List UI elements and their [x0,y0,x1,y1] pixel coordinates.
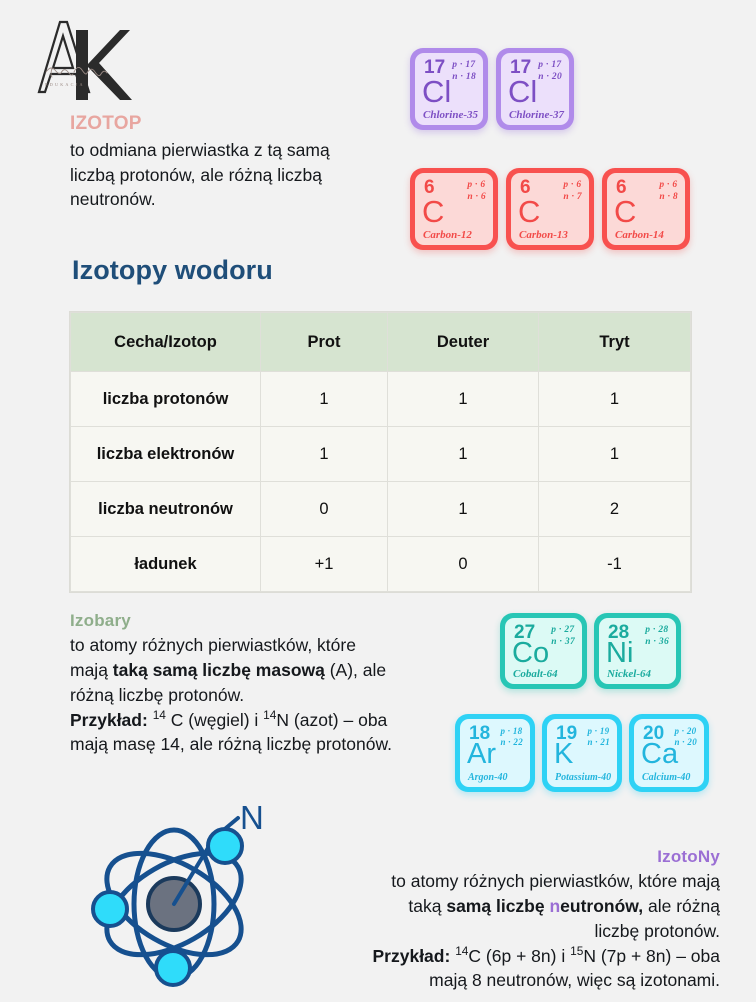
izobary-line-2c: (A), ale [324,659,387,680]
proton-count: p · 6 [467,180,486,190]
atomic-number: 6 [520,177,531,198]
element-card-carbon-12 [410,168,498,250]
mass-number-sup: 14 [152,707,166,722]
mass-number-sup: 14 [455,943,469,958]
cell-tryt: -1 [539,537,691,592]
neutron-count: n · 21 [587,737,610,748]
element-card-carbon-13 [506,168,594,250]
element-symbol: Cl [508,74,538,109]
izotony-line-2a: taką [408,895,447,916]
mass-number-sup: 15 [570,943,584,958]
izotony-line-5: mają 8 neutronów, więc są izotonami. [429,970,720,991]
izobary-line-1: to atomy różnych pierwiastków, które [70,635,356,656]
izotop-line-3: neutronów. [70,189,156,210]
atom-illustration [62,796,294,996]
izobary-line-3: różną liczbę protonów. [70,684,245,705]
izotony-line-2-bold-2: eutronów, [560,895,644,916]
cell-prot: +1 [261,537,388,592]
element-symbol: K [554,738,574,770]
neutron-count: n · 37 [551,636,575,647]
izotop-line-1: to odmiana pierwiastka z tą samą [70,139,330,160]
cell-deuter: 1 [388,427,539,482]
column-header-feature: Cecha/Izotop [71,313,261,372]
proton-count: p · 27 [551,625,575,635]
proton-count: p · 17 [538,60,562,70]
proton-count: p · 20 [674,726,697,736]
izotony-line-2-bold: samą liczbę [446,895,550,916]
cell-deuter: 0 [388,537,539,592]
neutron-count: n · 20 [538,71,562,82]
table-row [71,482,691,537]
column-header-deuter: Deuter [388,313,539,372]
proton-neutron-counts [659,180,678,204]
cell-tryt: 1 [539,427,691,482]
electron [208,829,242,863]
cell-prot: 1 [261,372,388,427]
element-symbol: Ca [641,738,679,770]
atomic-number: 17 [510,57,532,78]
izobary-definition-block [70,610,490,757]
neutron-count: n · 22 [500,737,523,748]
atomic-number: 20 [643,723,665,744]
izobary-line-2-bold: taką samą liczbę masową [112,659,325,680]
brand-logo [24,14,144,110]
neutron-count: n · 6 [467,191,486,202]
proton-neutron-counts [645,625,669,649]
proton-neutron-counts [500,726,523,749]
element-symbol: Co [512,637,550,669]
izotop-definition-block [70,112,390,212]
element-name: Carbon-12 [423,229,472,241]
proton-count: p · 17 [452,60,476,70]
element-card-cobalt-64 [500,613,587,689]
table-header-row [71,313,691,372]
cell-deuter: 1 [388,372,539,427]
atomic-number: 27 [514,622,536,643]
izotony-line-4b: N (7p + 8n) – oba [583,945,720,966]
element-name: Carbon-14 [615,229,664,241]
table-row [71,372,691,427]
izobary-line-2a: mają [70,659,113,680]
element-name: Chlorine-37 [509,109,565,121]
proton-count: p · 28 [645,625,669,635]
element-card-carbon-14 [602,168,690,250]
izotony-line-3: liczbę protonów. [594,920,720,941]
neutron-count: n · 8 [659,191,678,202]
column-header-tryt: Tryt [539,313,691,372]
atom-label: N [240,799,264,836]
proton-neutron-counts [452,60,476,84]
izobary-line-4a: C (węgiel) i [165,709,264,730]
carbon-card-row [410,168,690,250]
izobary-body [70,633,490,757]
element-symbol: C [614,194,637,229]
atomic-number: 28 [608,622,630,643]
cell-prot: 1 [261,427,388,482]
cell-tryt: 2 [539,482,691,537]
element-name: Calcium-40 [642,772,691,783]
proton-count: p · 19 [587,726,610,736]
atomic-number: 18 [469,723,491,744]
izotony-heading: IzotoNy [657,847,720,866]
izobary-example-label: Przykład: [70,709,148,730]
atomic-number: 6 [616,177,627,198]
proton-neutron-counts [467,180,486,204]
neutron-count: n · 18 [452,71,476,82]
izotony-example-label: Przykład: [372,945,451,966]
izotony-definition-block [268,846,720,993]
element-symbol: C [518,194,541,229]
cell-deuter: 1 [388,482,539,537]
proton-count: p · 6 [659,180,678,190]
izotony-line-2d: ale różną [643,895,720,916]
proton-count: p · 18 [500,726,523,736]
izotony-body [268,869,720,993]
element-card-chlorine-37 [496,48,574,130]
isotone-card-row [455,714,709,792]
element-card-chlorine-35 [410,48,488,130]
neutron-count: n · 36 [645,636,669,647]
element-symbol: Cl [422,74,452,109]
chlorine-card-row [410,48,574,130]
izotop-heading: IZOTOP [70,113,142,134]
electron [93,892,127,926]
element-symbol: Ar [467,738,496,770]
element-symbol: C [422,194,445,229]
cell-prot: 0 [261,482,388,537]
izotony-line-1: to atomy różnych pierwiastków, które mają [391,871,720,892]
atomic-number: 19 [556,723,578,744]
izotony-line-4a: C (6p + 8n) i [468,945,571,966]
element-card-argon-40 [455,714,535,792]
element-card-nickel-64 [594,613,681,689]
izobary-line-5: mają masę 14, ale różną liczbę protonów. [70,734,392,755]
proton-count: p · 6 [563,180,582,190]
proton-neutron-counts [563,180,582,204]
proton-neutron-counts [551,625,575,649]
atom-icon [62,796,294,996]
atomic-number: 6 [424,177,435,198]
element-name: Argon-40 [468,772,508,783]
table-row [71,537,691,592]
izobary-heading: Izobary [70,611,131,630]
row-label: liczba neutronów [71,482,261,537]
mass-number-sup: 14 [263,707,277,722]
izobary-line-4b: N (azot) – oba [276,709,388,730]
logo-monogram-icon [24,14,144,110]
row-label: liczba elektronów [71,427,261,482]
table-row [71,427,691,482]
element-name: Carbon-13 [519,229,568,241]
hydrogen-isotopes-table-wrap [70,312,690,592]
proton-neutron-counts [538,60,562,84]
hydrogen-isotopes-table [70,312,691,592]
page-title: Izotopy wodoru [72,255,273,285]
element-name: Nickel-64 [607,668,651,680]
element-name: Cobalt-64 [513,668,558,680]
electron [156,951,190,985]
izotop-body [70,138,390,213]
isobar-card-row [500,613,681,689]
element-symbol: Ni [606,637,634,669]
logo-subtitle: EDUKACJA [45,82,85,87]
cell-tryt: 1 [539,372,691,427]
neutron-count: n · 7 [563,191,582,202]
neutron-count: n · 20 [674,737,697,748]
element-name: Potassium-40 [555,772,612,783]
izotop-line-2: liczbą protonów, ale różną liczbą [70,164,322,185]
proton-neutron-counts [587,726,610,749]
element-card-potassium-40 [542,714,622,792]
element-card-calcium-40 [629,714,709,792]
row-label: ładunek [71,537,261,592]
element-name: Chlorine-35 [423,109,479,121]
atomic-number: 17 [424,57,446,78]
column-header-prot: Prot [261,313,388,372]
highlighted-n: n [549,895,561,916]
row-label: liczba protonów [71,372,261,427]
